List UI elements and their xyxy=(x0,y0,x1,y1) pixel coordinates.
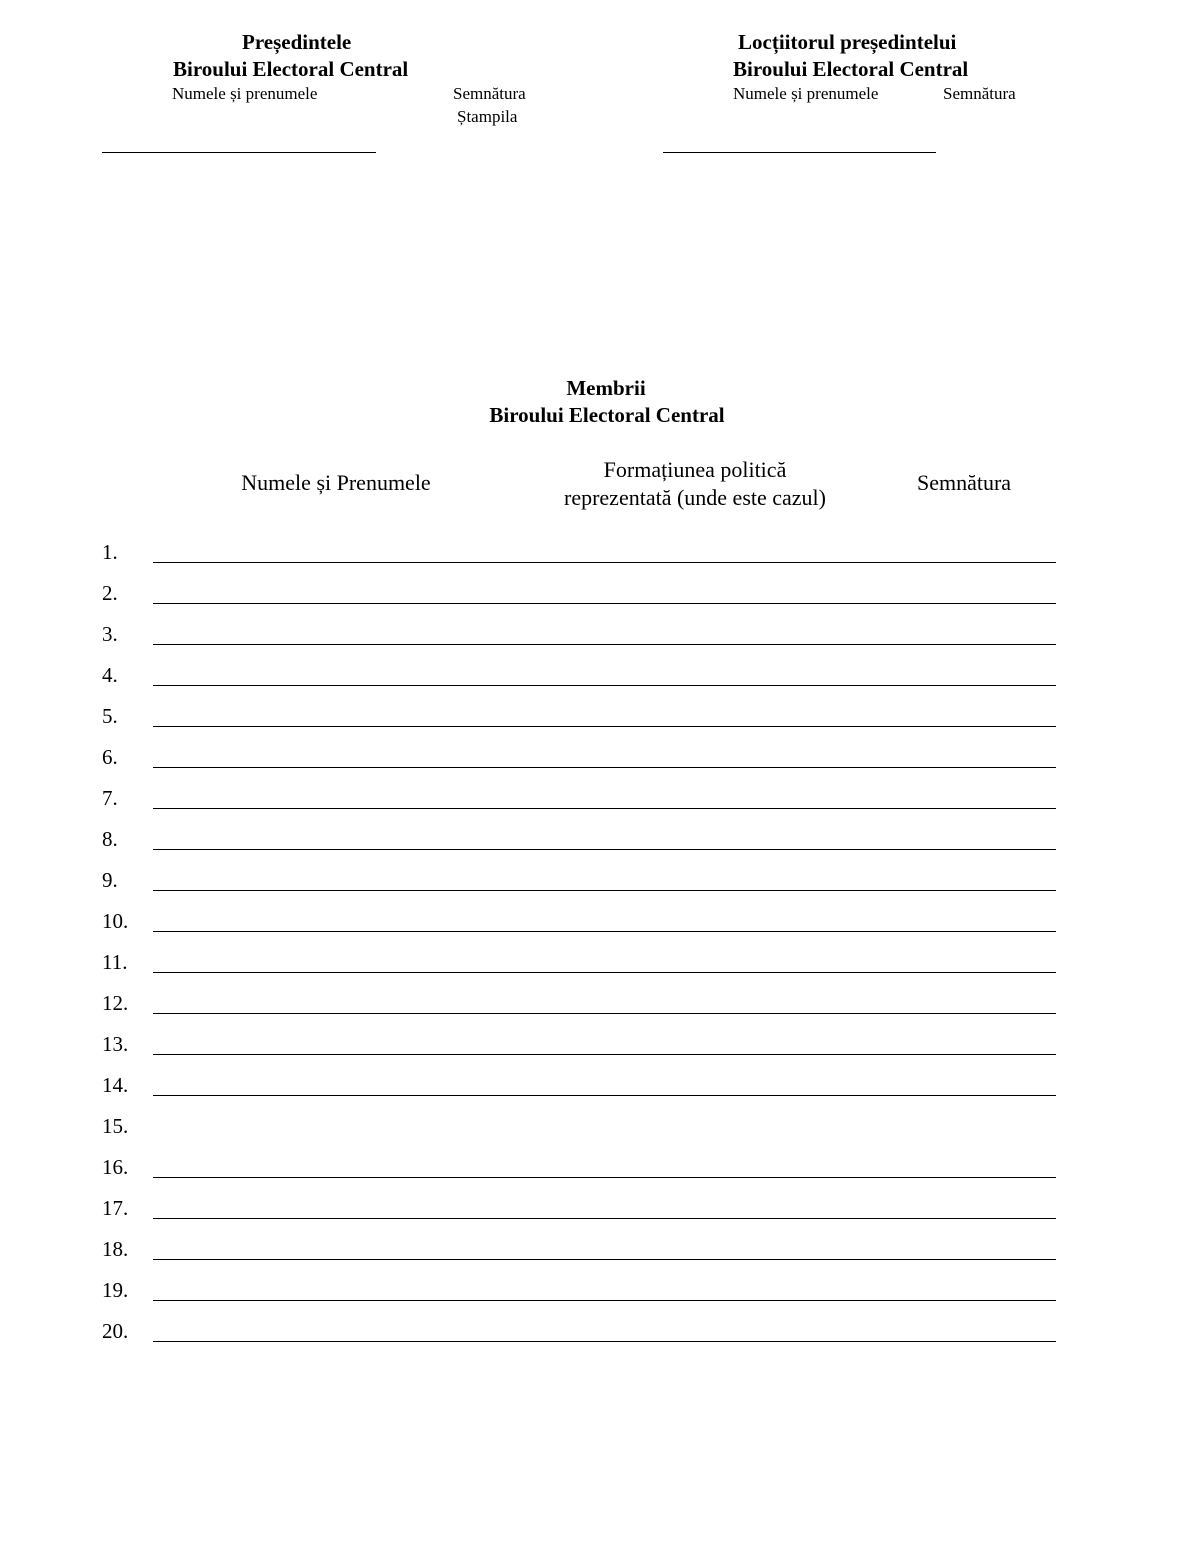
member-row-line[interactable] xyxy=(153,1054,1056,1055)
member-row-line[interactable] xyxy=(153,767,1056,768)
member-row-line[interactable] xyxy=(153,849,1056,850)
members-title: Membrii xyxy=(566,376,646,400)
member-row xyxy=(102,1073,1062,1114)
member-row-number: 19. xyxy=(102,1278,129,1302)
member-row-line[interactable] xyxy=(153,1095,1056,1096)
member-row-number: 1. xyxy=(102,540,118,564)
member-row xyxy=(102,622,1062,663)
member-row-line[interactable] xyxy=(153,685,1056,686)
member-row-number: 3. xyxy=(102,622,118,646)
column-signature-header: Semnătura xyxy=(916,470,1012,495)
member-row-number: 17. xyxy=(102,1196,129,1220)
member-row-number: 12. xyxy=(102,991,129,1015)
member-row-line[interactable] xyxy=(153,890,1056,891)
president-subtitle: Biroului Electoral Central xyxy=(173,57,409,81)
column-name-header: Numele și Prenumele xyxy=(241,470,431,495)
member-row-number: 2. xyxy=(102,581,118,605)
member-row xyxy=(102,1278,1062,1319)
deputy-subtitle: Biroului Electoral Central xyxy=(733,57,969,81)
member-row-number: 9. xyxy=(102,868,118,892)
deputy-signature-label: Semnătura xyxy=(943,84,1016,103)
member-row xyxy=(102,1032,1062,1073)
deputy-name-label: Numele și prenumele xyxy=(733,84,879,103)
member-row xyxy=(102,827,1062,868)
president-signature-line[interactable] xyxy=(102,152,376,153)
member-row-number: 8. xyxy=(102,827,118,851)
member-row-number: 4. xyxy=(102,663,118,687)
member-row xyxy=(102,663,1062,704)
member-row-number: 13. xyxy=(102,1032,129,1056)
member-row xyxy=(102,786,1062,827)
member-row-number: 16. xyxy=(102,1155,129,1179)
member-row-line[interactable] xyxy=(153,1218,1056,1219)
member-row-line[interactable] xyxy=(153,1300,1056,1301)
member-row xyxy=(102,868,1062,909)
president-stamp-label: Ștampila xyxy=(457,107,518,126)
member-row xyxy=(102,991,1062,1032)
member-row xyxy=(102,909,1062,950)
member-row xyxy=(102,745,1062,786)
president-signature-label: Semnătura xyxy=(453,84,526,103)
member-row-line[interactable] xyxy=(153,972,1056,973)
member-row-number: 5. xyxy=(102,704,118,728)
president-title: Președintele xyxy=(242,30,352,54)
member-row xyxy=(102,1196,1062,1237)
member-row xyxy=(102,1237,1062,1278)
member-row-number: 6. xyxy=(102,745,118,769)
column-party-header xyxy=(530,456,860,512)
member-row-line[interactable] xyxy=(153,1013,1056,1014)
member-row-line[interactable] xyxy=(153,562,1056,563)
deputy-title: Locțiitorul președintelui xyxy=(738,30,957,54)
member-row-line[interactable] xyxy=(153,726,1056,727)
column-party-header-line2: reprezentată (unde este cazul) xyxy=(564,485,826,510)
column-party-header-line1: Formațiunea politică xyxy=(603,457,787,482)
member-row-line[interactable] xyxy=(153,1341,1056,1342)
president-name-label: Numele și prenumele xyxy=(172,84,318,103)
member-row-number: 20. xyxy=(102,1319,129,1343)
member-row-number: 11. xyxy=(102,950,128,974)
member-row-line[interactable] xyxy=(153,931,1056,932)
member-row-number: 18. xyxy=(102,1237,129,1261)
member-row-line[interactable] xyxy=(153,808,1056,809)
member-row xyxy=(102,950,1062,991)
member-row xyxy=(102,581,1062,622)
member-row-line[interactable] xyxy=(153,644,1056,645)
member-row xyxy=(102,1155,1062,1196)
member-row-number: 15. xyxy=(102,1114,129,1138)
member-row-number: 14. xyxy=(102,1073,129,1097)
member-row xyxy=(102,1319,1062,1360)
member-row-number: 10. xyxy=(102,909,129,933)
member-row-line[interactable] xyxy=(153,1259,1056,1260)
member-row-line[interactable] xyxy=(153,603,1056,604)
member-row-line[interactable] xyxy=(153,1177,1056,1178)
members-subtitle: Biroului Electoral Central xyxy=(489,403,725,427)
member-row xyxy=(102,704,1062,745)
member-row-number: 7. xyxy=(102,786,118,810)
deputy-signature-line[interactable] xyxy=(663,152,936,153)
member-row xyxy=(102,1114,1062,1155)
member-row xyxy=(102,540,1062,581)
